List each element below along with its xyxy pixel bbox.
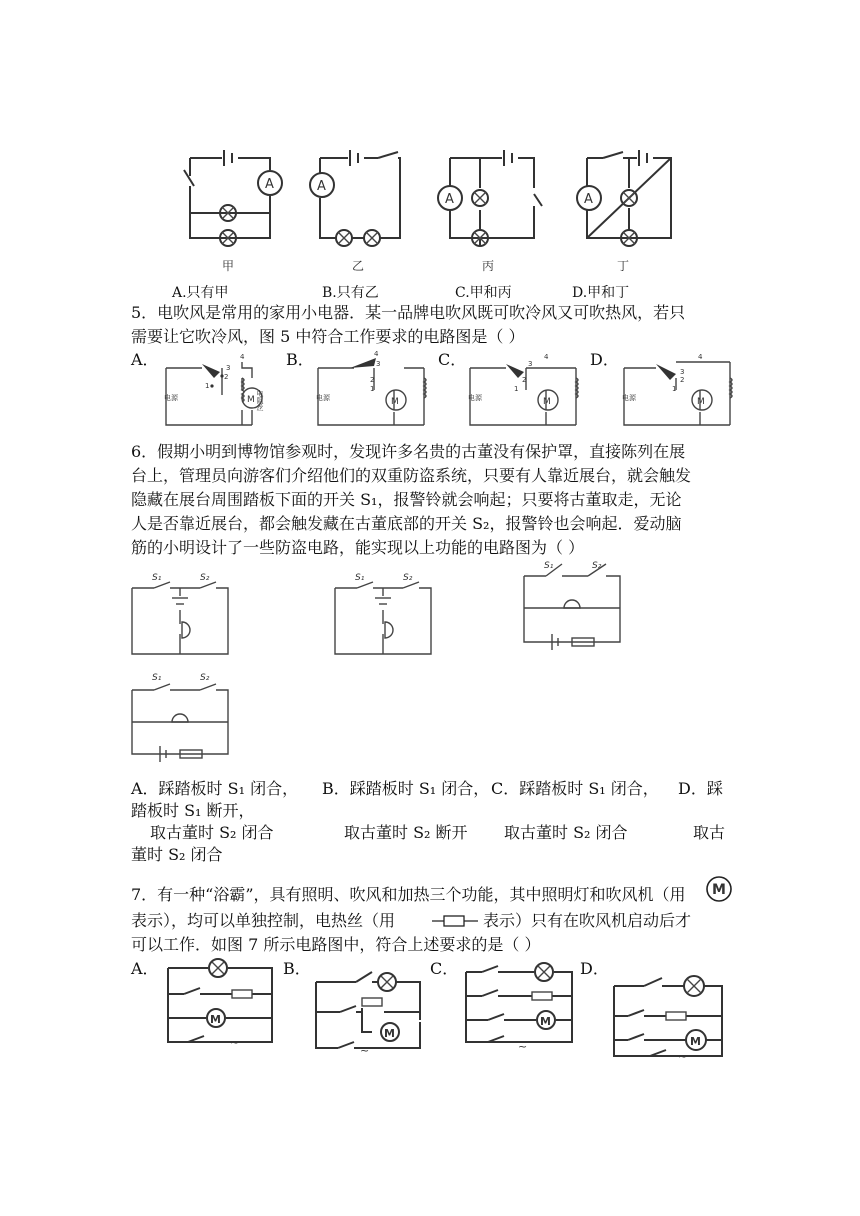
q5-option-c: C．	[438, 350, 467, 369]
q4-figure-ding	[575, 148, 685, 278]
svg-text:S₁: S₁	[355, 573, 365, 583]
svg-text:电源: 电源	[316, 394, 330, 402]
svg-text:2: 2	[680, 376, 685, 384]
q5-option-b: B．	[286, 350, 314, 369]
q5-question-line-1: 5．电吹风是常用的家用小电器．某一品牌电吹风既可吹冷风又可吹热风，若只	[131, 303, 686, 322]
q4-option-a: A.只有甲	[172, 285, 229, 301]
q6-question-line-5: 筋的小明设计了一些防盗电路，能实现以上功能的电路图为（ ）	[131, 538, 585, 557]
q6-answer-d-line3: 取古	[693, 823, 726, 842]
svg-text:4: 4	[698, 353, 703, 361]
q4-option-d: D.甲和丁	[572, 285, 630, 301]
q6-figure-a	[130, 570, 235, 660]
q5-figure-c	[466, 350, 578, 430]
ammeter-label: A	[317, 179, 326, 194]
svg-text:~: ~	[518, 1040, 528, 1053]
power-label: 电源	[164, 394, 178, 402]
svg-text:2: 2	[224, 373, 229, 381]
q5-option-a: A．	[131, 350, 159, 369]
q6-question-line-1: 6．假期小明到博物馆参观时，发现许多名贵的古董没有保护罩，直接陈列在展	[131, 442, 686, 461]
fig-label-jia: 甲	[222, 259, 235, 273]
q6-answer-c-line1: C．踩踏板时 S₁ 闭合，	[491, 779, 659, 798]
q5-figure-b	[314, 350, 426, 430]
q4-option-c: C.甲和丙	[455, 285, 512, 301]
svg-text:S₁: S₁	[152, 573, 162, 583]
q7-option-d: D．	[580, 959, 609, 978]
svg-text:3: 3	[528, 360, 533, 368]
svg-text:M: M	[210, 1013, 221, 1026]
svg-text:S₂: S₂	[592, 561, 602, 571]
q4-option-b: B.只有乙	[322, 285, 379, 301]
svg-text:4: 4	[544, 353, 549, 361]
ammeter-label: A	[265, 177, 274, 192]
q6-figure-b	[333, 570, 438, 660]
q6-question-line-3: 隐藏在展台周围踏板下面的开关 S₁，报警铃就会响起；只要将古董取走，无论	[131, 490, 682, 509]
ammeter-label: A	[584, 192, 593, 207]
svg-text:3: 3	[226, 364, 231, 372]
q5-figure-a	[162, 350, 274, 430]
svg-text:S₂: S₂	[200, 573, 210, 583]
q6-figure-c	[522, 560, 627, 652]
q4-figure-jia	[180, 148, 290, 278]
q7-option-b: B．	[283, 959, 311, 978]
svg-text:1: 1	[514, 385, 519, 393]
svg-text:~: ~	[360, 1044, 370, 1057]
svg-text:3: 3	[680, 368, 685, 376]
q4-figure-bing	[440, 148, 550, 278]
q4-figure-yi	[310, 148, 420, 278]
svg-text:M: M	[697, 397, 705, 407]
svg-text:电源: 电源	[468, 394, 482, 402]
fig-label-bing: 丙	[482, 259, 495, 273]
q6-answer-a-line2: 取古董时 S₂ 闭合	[150, 823, 274, 842]
q6-answer-c-line2: 取古董时 S₂ 闭合	[504, 823, 628, 842]
svg-text:~: ~	[230, 1036, 240, 1049]
svg-text:4: 4	[374, 350, 379, 358]
q7-figure-d	[610, 966, 728, 1063]
ammeter-label: A	[445, 192, 454, 207]
motor-icon	[704, 874, 734, 904]
q6-answer-b-line1: B．踩踏板时 S₁ 闭合，	[322, 779, 490, 798]
svg-text:1: 1	[370, 385, 375, 393]
q7-option-c: C．	[430, 959, 459, 978]
svg-text:M: M	[690, 1035, 701, 1048]
q6-answer-d-line4: 董时 S₂ 闭合	[131, 845, 223, 864]
svg-text:1: 1	[205, 382, 210, 390]
q6-answer-d-line1: D．踩	[678, 779, 723, 798]
svg-text:4: 4	[240, 353, 245, 361]
svg-text:M: M	[384, 1027, 395, 1040]
q6-answer-b-line2: 取古董时 S₂ 断开	[344, 823, 468, 842]
q7-figure-a	[164, 958, 279, 1048]
svg-text:~: ~	[678, 1050, 688, 1063]
q7-question-line-2a: 表示），均可以单独控制，电热丝（用	[131, 911, 396, 930]
svg-text:S₂: S₂	[200, 673, 210, 683]
q6-answer-a-line1: A．踩踏板时 S₁ 闭合，	[131, 779, 299, 798]
q6-question-line-4: 人是否靠近展台，都会触发藏在古董底部的开关 S₂，报警铃也会响起．爱动脑	[131, 514, 682, 533]
q7-figure-c	[462, 958, 577, 1052]
q7-question-line-2b: 表示）只有在吹风机启动后才	[483, 911, 692, 930]
svg-text:M: M	[712, 882, 726, 898]
q5-question-line-2: 需要让它吹冷风，图 5 中符合工作要求的电路图是（ ）	[131, 327, 525, 346]
svg-text:1: 1	[672, 385, 677, 393]
q7-figure-b	[312, 962, 427, 1057]
q5-figure-d	[620, 350, 732, 430]
svg-text:M: M	[391, 397, 399, 407]
svg-text:2: 2	[522, 376, 527, 384]
fig-label-ding: 丁	[617, 259, 630, 273]
q6-question-line-2: 台上，管理员向游客们介绍他们的双重防盗系统，只要有人靠近展台，就会触发	[131, 466, 692, 485]
svg-text:M: M	[540, 1015, 551, 1028]
svg-text:3: 3	[376, 360, 381, 368]
fig-label-yi: 乙	[352, 259, 365, 273]
svg-text:电源: 电源	[622, 394, 636, 402]
svg-text:2: 2	[370, 376, 375, 384]
q6-figure-d	[130, 670, 235, 762]
q7-question-line-1: 7．有一种“浴霸”，具有照明、吹风和加热三个功能，其中照明灯和吹风机（用	[131, 885, 686, 904]
q7-question-line-3: 可以工作．如图 7 所示电路图中，符合上述要求的是（ ）	[131, 935, 541, 954]
q7-option-a: A．	[131, 959, 159, 978]
heater-label: 电阻丝	[256, 390, 264, 411]
svg-text:S₁: S₁	[544, 561, 554, 571]
resistor-icon	[430, 914, 480, 928]
svg-text:M: M	[543, 397, 551, 407]
svg-text:S₁: S₁	[152, 673, 162, 683]
motor-label: M	[247, 395, 255, 405]
q5-option-d: D．	[590, 350, 619, 369]
q6-answer-d-line2: 踏板时 S₁ 断开，	[131, 801, 255, 820]
svg-text:S₂: S₂	[403, 573, 413, 583]
